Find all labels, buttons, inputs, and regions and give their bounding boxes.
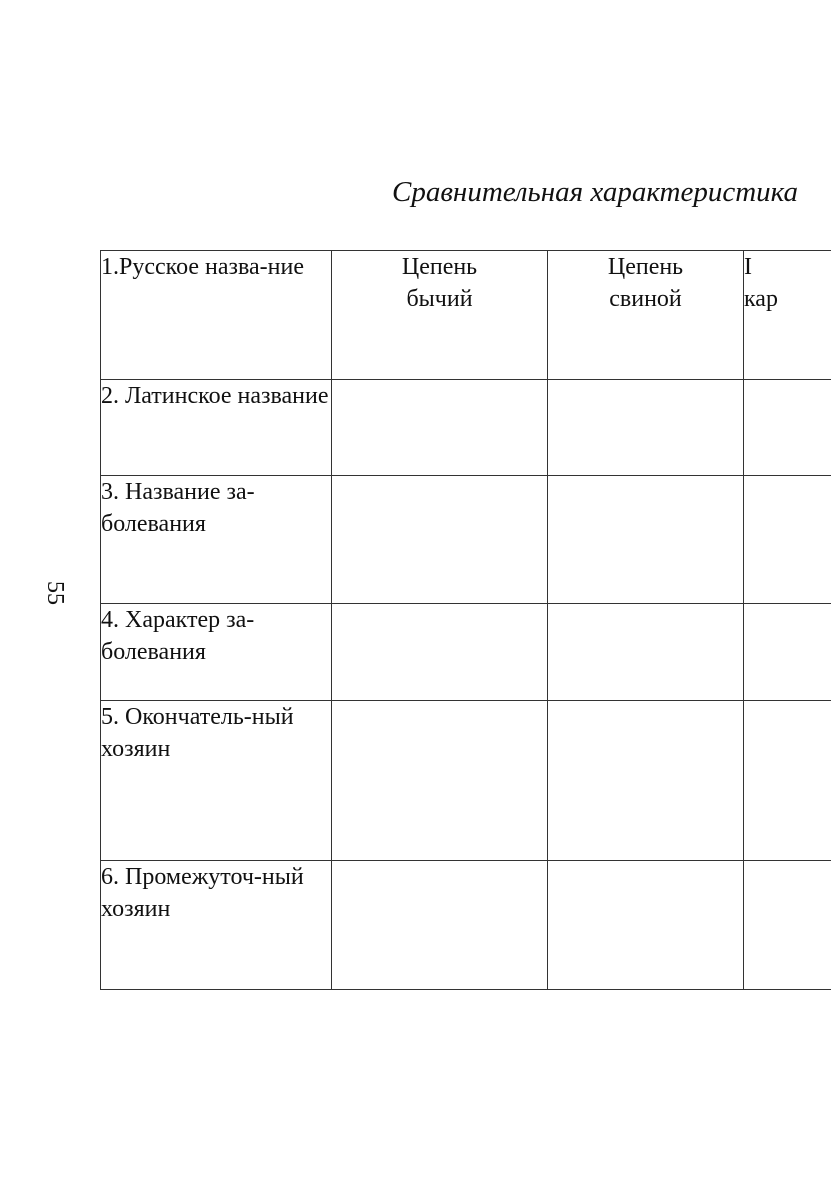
empty-cell <box>744 861 831 990</box>
empty-cell <box>548 380 744 476</box>
empty-cell <box>332 380 548 476</box>
table-row <box>101 604 831 701</box>
table-row <box>101 476 831 604</box>
column-header <box>548 251 744 380</box>
row-label: 5. Окончатель-ный хозяин <box>101 701 332 861</box>
empty-cell <box>332 861 548 990</box>
empty-cell <box>548 701 744 861</box>
empty-cell <box>332 701 548 861</box>
column-header-line: Цепень <box>607 254 684 280</box>
column-header <box>744 251 831 380</box>
column-header-line: свиной <box>609 286 682 312</box>
empty-cell <box>548 604 744 701</box>
empty-cell <box>744 701 831 861</box>
comparison-table <box>100 250 831 990</box>
page-number: 55 <box>42 581 68 605</box>
column-header-line: I <box>744 254 752 280</box>
table-row <box>101 861 831 990</box>
column-header <box>332 251 548 380</box>
empty-cell <box>548 476 744 604</box>
table-row <box>101 380 831 476</box>
row-label: 4. Характер за-болевания <box>101 604 332 701</box>
empty-cell <box>332 604 548 701</box>
row-label: 2. Латинское название <box>101 380 332 476</box>
table-row <box>101 251 831 380</box>
comparison-table-container <box>100 250 831 991</box>
page-title: Сравнительная характеристика <box>392 176 799 208</box>
row-label: 3. Название за-болевания <box>101 476 332 604</box>
empty-cell <box>332 476 548 604</box>
empty-cell <box>744 476 831 604</box>
table-row <box>101 701 831 861</box>
column-header-line: кар <box>744 286 778 312</box>
empty-cell <box>744 380 831 476</box>
column-header-line: бычий <box>406 286 473 312</box>
empty-cell <box>548 861 744 990</box>
empty-cell <box>744 604 831 701</box>
row-label: 1.Русское назва-ние <box>101 251 332 380</box>
column-header-line: Цепень <box>401 254 478 280</box>
row-label: 6. Промежуточ-ный хозяин <box>101 861 332 990</box>
